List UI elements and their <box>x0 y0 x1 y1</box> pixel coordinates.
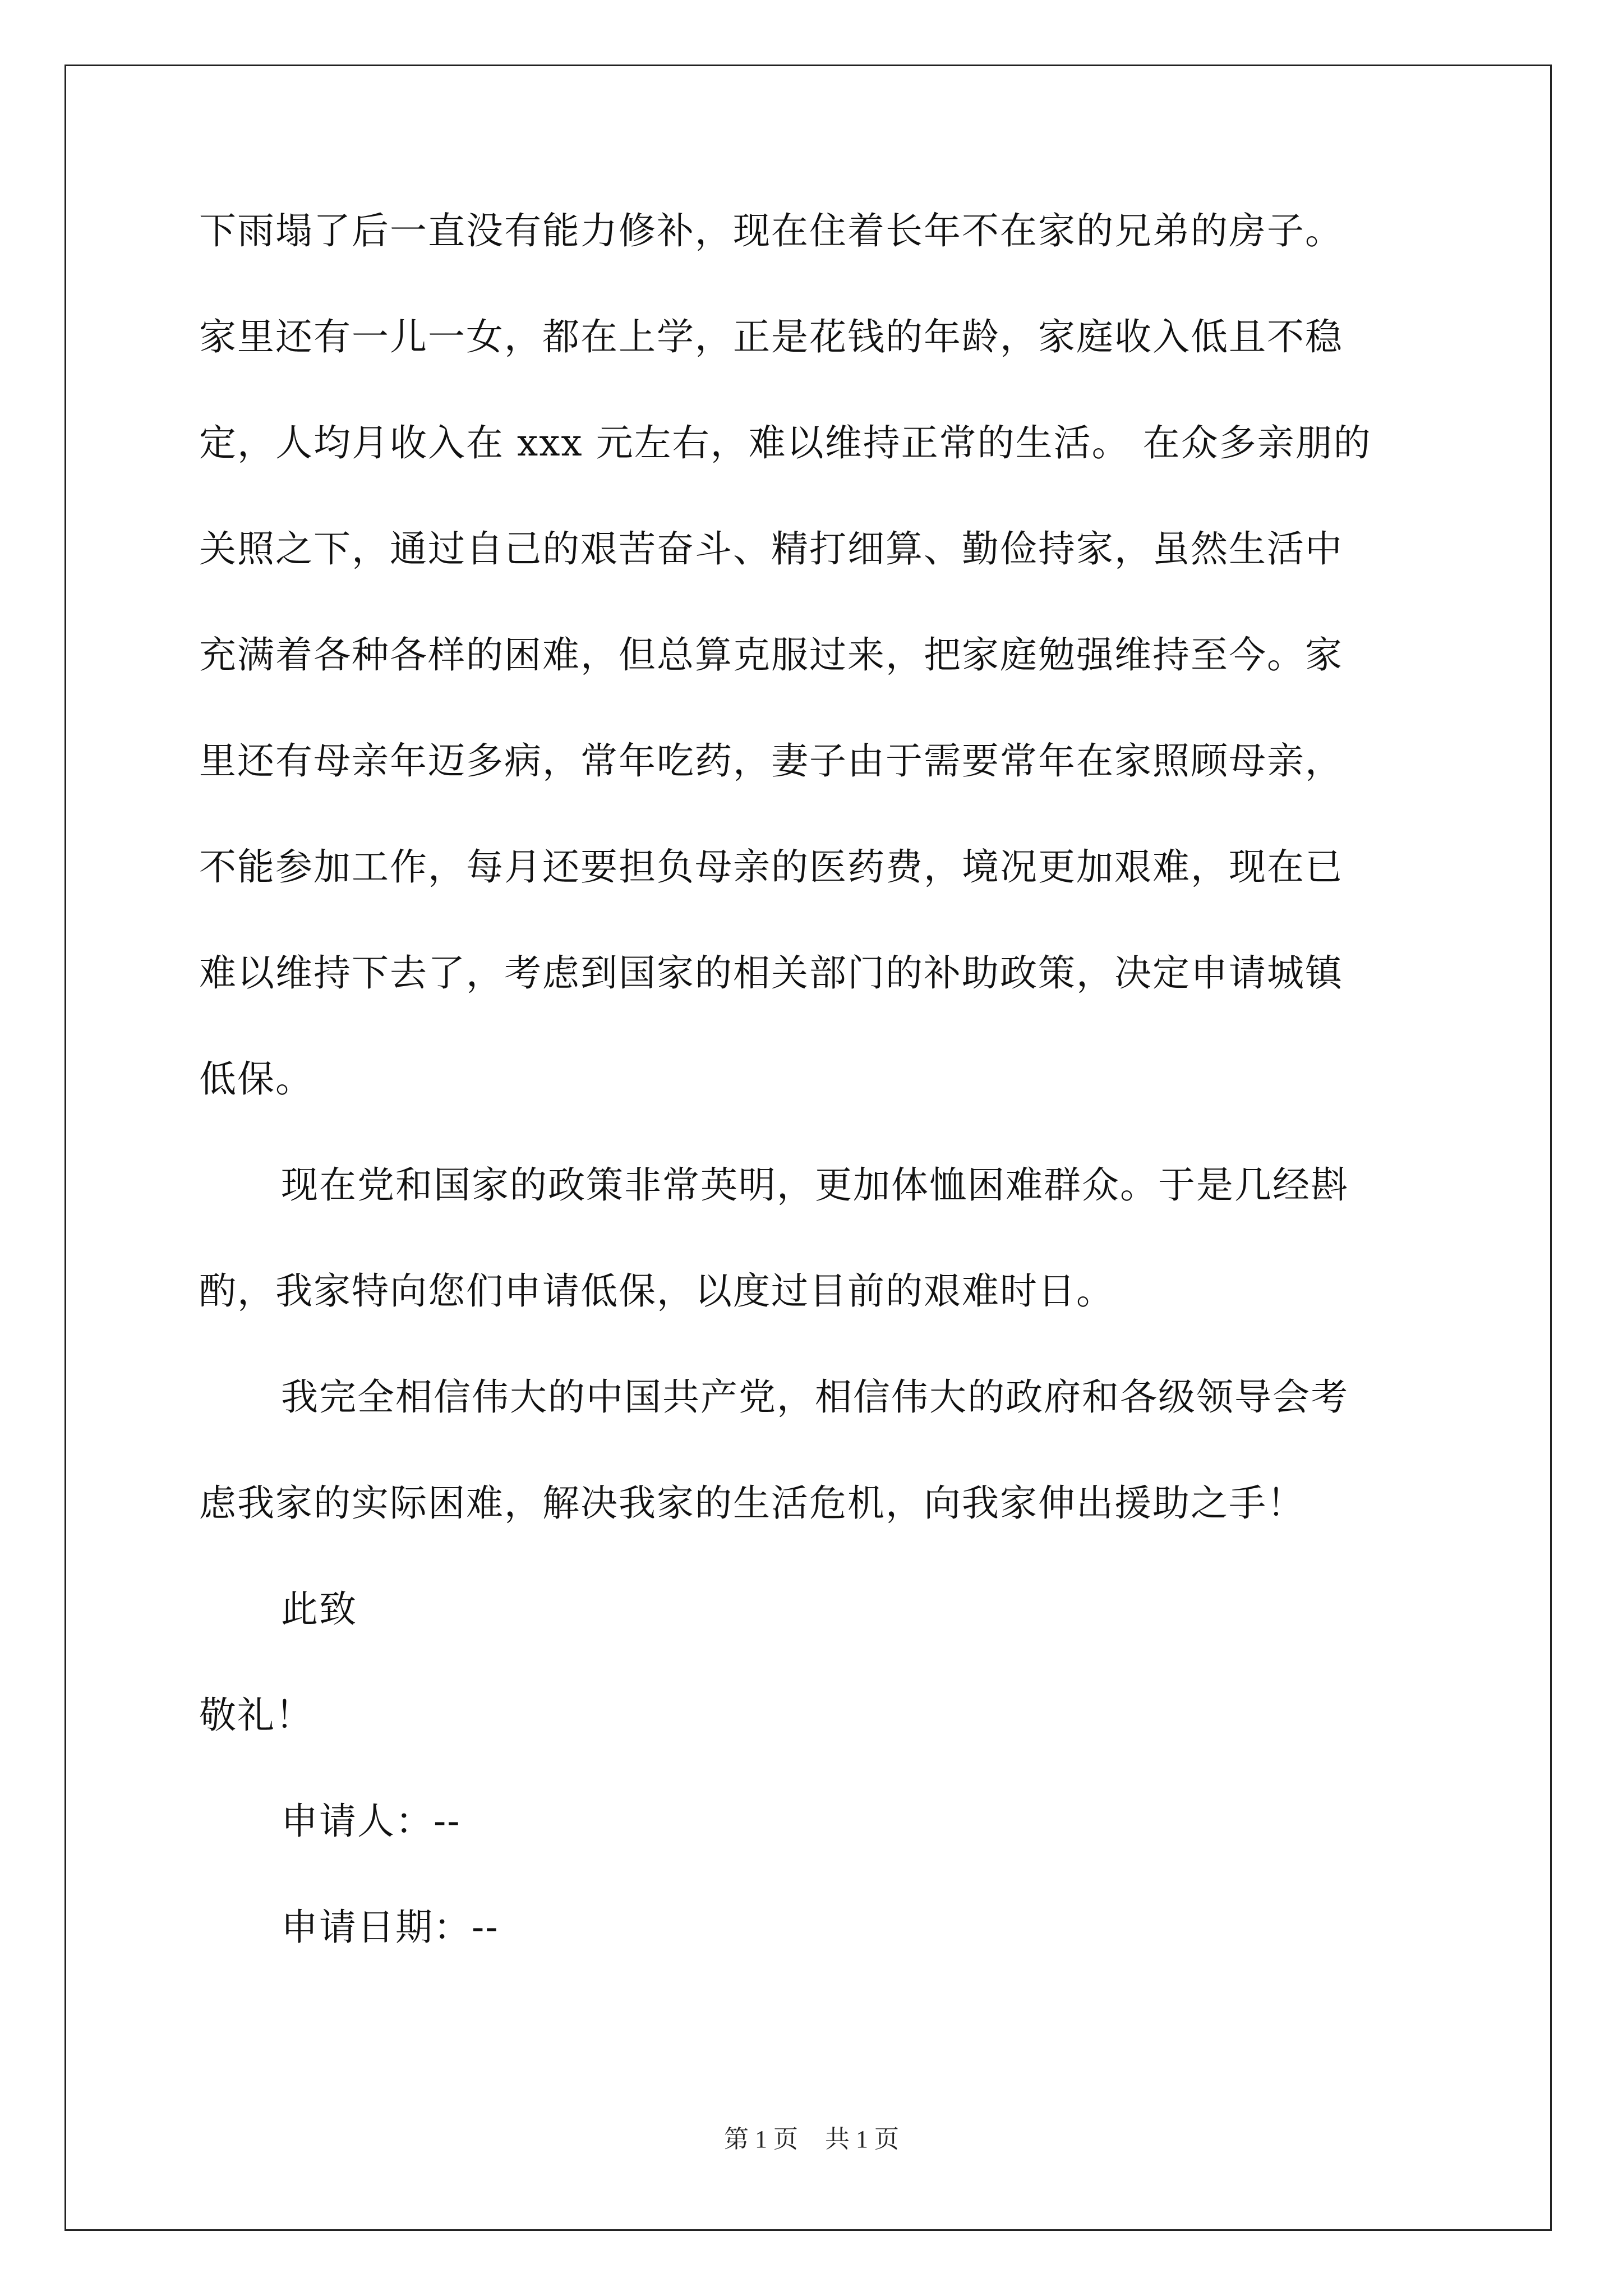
application-date-line: 申请日期：-- <box>281 1906 499 1949</box>
paragraph-line: 家里还有一儿一女，都在上学，正是花钱的年龄，家庭收入低且不稳 <box>199 315 1343 358</box>
closing-regards: 敬礼！ <box>199 1694 313 1737</box>
applicant-line: 申请人：-- <box>281 1800 461 1843</box>
paragraph-line: 低保。 <box>199 1057 313 1101</box>
paragraph-line: 里还有母亲年迈多病，常年吃药，妻子由于需要常年在家照顾母亲， <box>199 739 1343 783</box>
paragraph-line: 我完全相信伟大的中国共产党，相信伟大的政府和各级领导会考 <box>281 1375 1349 1419</box>
paragraph-line: 现在党和国家的政策非常英明，更加体恤困难群众。于是几经斟 <box>281 1163 1349 1207</box>
paragraph-line: 不能参加工作，每月还要担负母亲的医药费，境况更加艰难，现在已 <box>199 845 1343 889</box>
paragraph-line: 关照之下，通过自己的艰苦奋斗、精打细算、勤俭持家，虽然生活中 <box>199 527 1343 570</box>
paragraph-line: 酌，我家特向您们申请低保，以度过目前的艰难时日。 <box>199 1269 1114 1313</box>
paragraph-line: 难以维持下去了，考虑到国家的相关部门的补助政策，决定申请城镇 <box>199 951 1343 995</box>
paragraph-line: 充满着各种各样的困难，但总算克服过来，把家庭勉强维持至今。家 <box>199 633 1343 677</box>
page-number: 第 1 页 <box>724 2125 798 2153</box>
paragraph-line: 虑我家的实际困难，解决我家的生活危机，向我家伸出援助之手！ <box>199 1481 1305 1525</box>
page-total: 共 1 页 <box>825 2125 899 2153</box>
paragraph-line: 下雨塌了后一直没有能力修补，现在住着长年不在家的兄弟的房子。 <box>199 209 1343 252</box>
closing-salutation: 此致 <box>281 1588 357 1631</box>
paragraph-line: 定，人均月收入在 xxx 元左右，难以维持正常的生活。 在众多亲朋的 <box>199 421 1372 464</box>
page-footer <box>0 2125 1623 2154</box>
